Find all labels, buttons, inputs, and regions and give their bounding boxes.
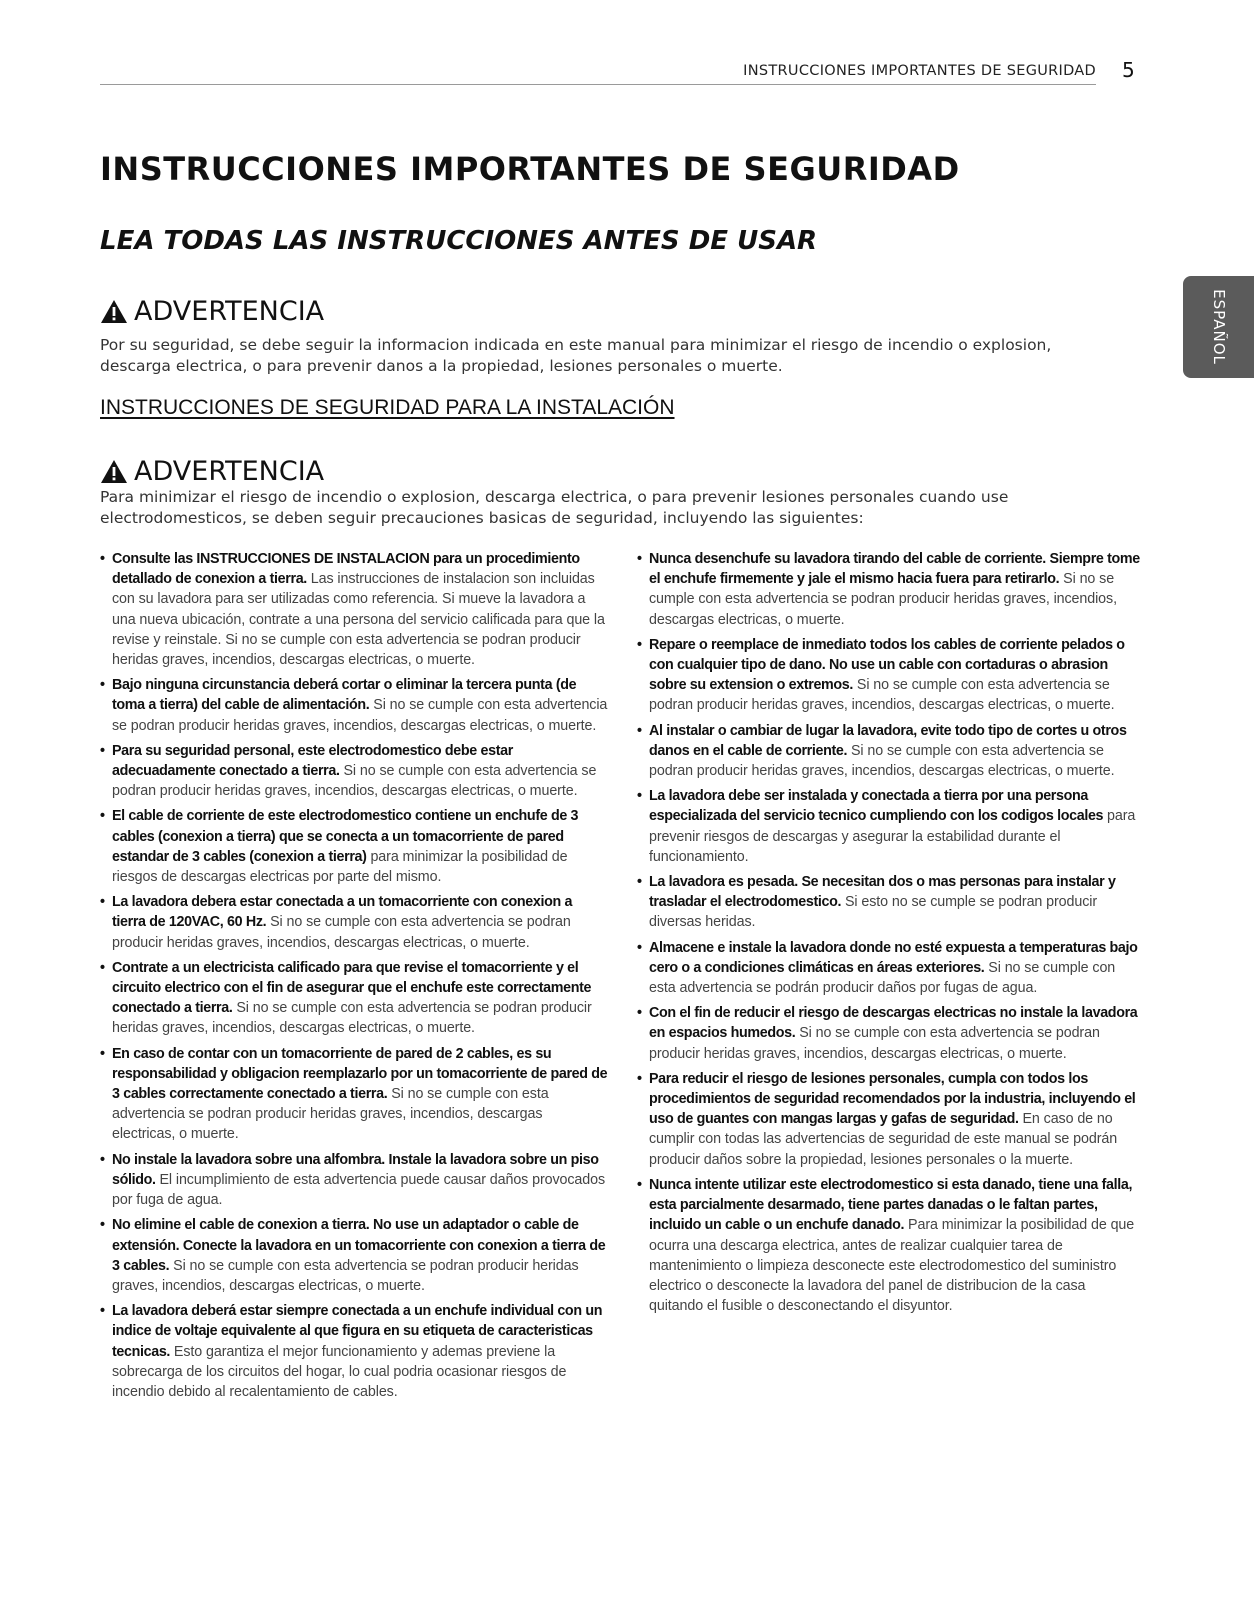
list-item xyxy=(100,741,608,802)
list-item xyxy=(100,1301,608,1402)
list-item xyxy=(100,1215,608,1296)
item-bold-text: Nunca intente utilizar este electrodomestico si esta danado, tiene una falla, esta parcialmente desarmado, tiene partes danadas o le faltan partes, incluido un cable o un enchufe danado. xyxy=(649,1176,1133,1234)
warning-heading-2 xyxy=(100,456,324,487)
item-bold-text: La lavadora es pesada. Se necesitan dos o mas personas para instalar y trasladar el electrodomestico. xyxy=(649,874,1116,911)
warning-title-1: ADVERTENCIA xyxy=(134,296,325,327)
list-item xyxy=(100,1044,608,1145)
item-body-text: Si no se cumple con esta advertencia se podran producir heridas graves, incendios, descargas electricas, o muerte. xyxy=(112,697,608,734)
warning-triangle-icon xyxy=(100,299,128,324)
list-item xyxy=(637,872,1142,933)
item-body-text: Si no se cumple con esta advertencia se podran producir heridas graves, incendios, descargas electricas, o muerte. xyxy=(649,571,1117,628)
item-bold-text: No instale la lavadora sobre una alfombra. Instale la lavadora sobre un piso sólido. xyxy=(112,1151,599,1188)
item-bold-text: La lavadora debe ser instalada y conectada a tierra por una persona especializada del servicio tecnico cumpliendo con los codigos locales xyxy=(649,788,1104,825)
warning-text-1: Por su seguridad, se debe seguir la informacion indicada en este manual para minimizar el riesgo de incendio o explosion, descarga electrica, o para prevenir danos a la propiedad, lesiones personales o muerte. xyxy=(100,336,1052,375)
item-bold-text: Consulte las INSTRUCCIONES DE INSTALACION para un procedimiento detallado de conexion a tierra. xyxy=(112,551,580,588)
item-body-text: Si no se cumple con esta advertencia se podran producir heridas graves, incendios, descargas electricas, o muerte. xyxy=(112,914,571,951)
list-item xyxy=(100,958,608,1039)
bullet: • xyxy=(100,808,106,825)
item-body-text: En caso de no cumplir con todas las advertencias de seguridad de este manual se podrán producir daños sobre la propiedad, lesiones personales o la muerte. xyxy=(649,1111,1118,1168)
bullet: • xyxy=(100,742,106,759)
item-bold-text: Al instalar o cambiar de lugar la lavadora, evite todo tipo de cortes u otros danos en el cable de corriente. xyxy=(649,722,1127,759)
item-bold-text: Repare o reemplace de inmediato todos los cables de corriente pelados o con cualquier tipo de dano. No use un cable con cortaduras o abrasion sobre su extension o extremos. xyxy=(649,636,1125,694)
item-bold-text: No elimine el cable de conexion a tierra. No use un adaptador o cable de extensión. Conecte la lavadora en un tomacorriente con conexion a tierra de 3 cables. xyxy=(112,1217,606,1274)
bullet: • xyxy=(637,1070,643,1087)
item-body-text: para prevenir riesgos de descargas y asegurar la estabilidad durante el funcionamiento. xyxy=(649,808,1136,865)
list-item xyxy=(100,675,608,736)
item-bold-text: Nunca desenchufe su lavadora tirando del cable de corriente. Siempre tome el enchufe firmemente y jale el mismo hacia fuera para retirarlo. xyxy=(649,551,1140,588)
bullet: • xyxy=(100,1151,106,1168)
warning-title-2: ADVERTENCIA xyxy=(134,456,325,487)
item-bold-text: La lavadora debera estar conectada a un tomacorriente con conexion a tierra de 120VAC, 60 Hz. xyxy=(112,894,573,931)
warning-triangle-icon xyxy=(100,459,128,484)
item-bold-text: Bajo ninguna circunstancia deberá cortar o eliminar la tercera punta (de toma a tierra) del cable de alimentación. xyxy=(112,677,577,714)
bullet: • xyxy=(100,551,106,567)
item-body-text: Para minimizar la posibilidad de que ocurra una descarga electrica, antes de realizar cualquier tarea de mantenimiento o limpieza desconecte este electrodomestico del suministro electrico o desconecte la lavadora del panel de distribucion de la casa quitando el fusible o desconectando el disyuntor. xyxy=(649,1217,1135,1315)
item-body-text: Si no se cumple con esta advertencia se podran producir heridas graves, incendios, descargas electricas, o muerte. xyxy=(649,1025,1100,1062)
bullet: • xyxy=(637,722,643,739)
list-item xyxy=(100,549,608,670)
section-heading: INSTRUCCIONES DE SEGURIDAD PARA LA INSTALACIÓN xyxy=(100,396,675,419)
page-number: 5 xyxy=(1122,58,1135,82)
bullet: • xyxy=(100,1217,106,1234)
item-body-text: Si no se cumple con esta advertencia se podran producir heridas graves, incendios, descargas electricas, o muerte. xyxy=(112,1000,592,1037)
bullet: • xyxy=(637,551,643,567)
item-body-text: Si no se cumple con esta advertencia se podran producir heridas graves, incendios, descargas electricas, o muerte. xyxy=(112,1086,549,1143)
bullet: • xyxy=(637,939,643,956)
running-title: INSTRUCCIONES IMPORTANTES DE SEGURIDAD xyxy=(743,63,1096,79)
running-header xyxy=(100,58,1096,85)
item-body-text: Si no se cumple con esta advertencia se podran producir heridas graves, incendios, descargas electricas, o muerte. xyxy=(649,677,1115,714)
page-title: INSTRUCCIONES IMPORTANTES DE SEGURIDAD xyxy=(100,150,960,188)
bullet: • xyxy=(637,788,643,805)
language-side-tab xyxy=(1183,276,1254,378)
left-column-list xyxy=(100,549,608,1407)
warning-text-2: Para minimizar el riesgo de incendio o explosion, descarga electrica, o para prevenir lesiones personales cuando use electrodomesticos, se deben seguir precauciones basicas de seguridad, incluyendo las siguientes: xyxy=(100,488,1009,527)
list-item xyxy=(637,1175,1142,1316)
item-bold-text: Con el fin de reducir el riesgo de descargas electricas no instale la lavadora en espacios humedos. xyxy=(649,1005,1138,1042)
item-body-text: El incumplimiento de esta advertencia puede causar daños provocados por fuga de agua. xyxy=(112,1171,606,1209)
item-bold-text: En caso de contar con un tomacorriente de pared de 2 cables, es su responsabilidad y obligacion reemplazarlo por un tomacorriente de pared de 3 cables correctamente conectado a tierra. xyxy=(112,1045,608,1103)
item-bold-text: Almacene e instale la lavadora donde no esté expuesta a temperaturas bajo cero o a condiciones climáticas en áreas exteriores. xyxy=(649,939,1138,976)
item-bold-text: Contrate a un electricista calificado para que revise el tomacorriente y el circuito electrico con el fin de asegurar que el enchufe este correctamente conectado a tierra. xyxy=(112,959,592,1017)
item-bold-text: El cable de corriente de este electrodomestico contiene un enchufe de 3 cables (conexion a tierra) que se conecta a un tomacorriente de pared estandar de 3 cables (conexion a tierra) xyxy=(112,808,579,865)
bullet: • xyxy=(100,1303,106,1320)
bullet: • xyxy=(100,959,106,976)
list-item xyxy=(100,1150,608,1211)
warning-heading-1 xyxy=(100,296,324,327)
bullet: • xyxy=(637,1005,643,1022)
bullet: • xyxy=(100,1045,106,1062)
list-item xyxy=(637,1003,1142,1064)
item-body-text: Si no se cumple con esta advertencia se podrán producir daños por fugas de agua. xyxy=(649,959,1116,997)
item-body-text: Si esto no se cumple se podran producir diversas heridas. xyxy=(649,894,1097,931)
list-item xyxy=(100,806,608,887)
list-item xyxy=(637,721,1142,782)
list-item xyxy=(637,938,1142,999)
item-body-text: Si no se cumple con esta advertencia se podran producir heridas graves, incendios, descargas electricas, o muerte. xyxy=(112,763,597,800)
item-body-text: Esto garantiza el mejor funcionamiento y ademas previene la sobrecarga de los circuitos del hogar, lo cual podria ocasionar riesgos de incendio debido al recalentamiento de cables. xyxy=(112,1343,567,1400)
bullet: • xyxy=(637,874,643,891)
list-item xyxy=(637,635,1142,716)
list-item xyxy=(637,549,1142,630)
bullet: • xyxy=(637,636,643,653)
list-item xyxy=(637,1069,1142,1170)
list-item xyxy=(637,786,1142,867)
bullet: • xyxy=(637,1176,643,1193)
list-item xyxy=(100,892,608,953)
item-bold-text: Para su seguridad personal, este electrodomestico debe estar adecuadamente conectado a tierra. xyxy=(112,742,513,780)
item-body-text: Si no se cumple con esta advertencia se podran producir heridas graves, incendios, descargas electricas, o muerte. xyxy=(112,1257,579,1294)
item-body-text: Si no se cumple con esta advertencia se podran producir heridas graves, incendios, descargas electricas, o muerte. xyxy=(649,742,1115,780)
bullet: • xyxy=(100,677,106,694)
bullet: • xyxy=(100,894,106,911)
item-body-text: para minimizar la posibilidad de riesgos de descargas electricas por parte del mismo. xyxy=(112,848,568,886)
page-subtitle: LEA TODAS LAS INSTRUCCIONES ANTES DE USAR xyxy=(100,226,818,256)
item-bold-text: Para reducir el riesgo de lesiones personales, cumpla con todos los procedimientos de seguridad recomendados por la industria, incluyendo el uso de guantes con mangas largas y gafas de seguridad. xyxy=(649,1070,1136,1128)
side-tab-label: ESPAÑOL xyxy=(1209,289,1228,365)
right-column-list xyxy=(637,549,1142,1321)
item-bold-text: La lavadora deberá estar siempre conectada a un enchufe individual con un indice de voltaje equivalente al que figura en su etiqueta de caracteristicas tecnicas. xyxy=(112,1303,603,1360)
item-body-text: Las instrucciones de instalacion son incluidas con su lavadora para ser utilizadas como referencia. Si mueve la lavadora a una nueva ubicación, contrate a una persona del servicio calificada para que la revise y reinstale. Si no se cumple con esta advertencia se podran producir heridas graves, incendios, descargas electricas, o muerte. xyxy=(112,571,605,669)
